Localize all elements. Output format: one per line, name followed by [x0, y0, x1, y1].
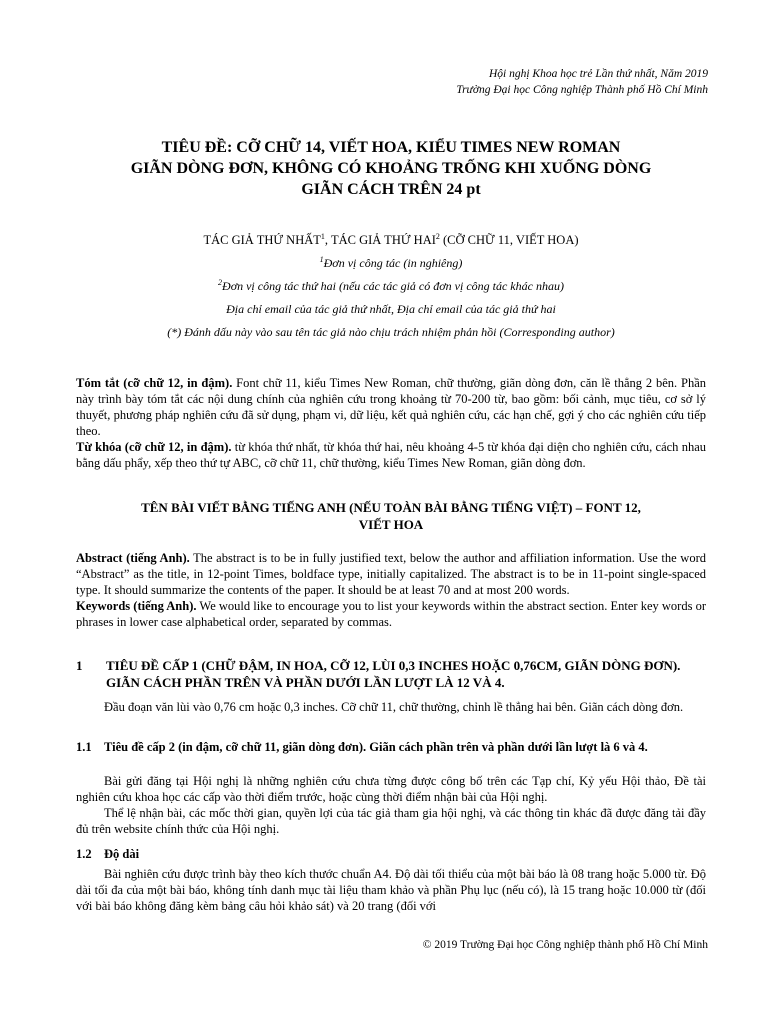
section-1-1-title: Tiêu đề cấp 2 (in đậm, cỡ chữ 11, giãn dòng đơn). Giãn cách phần trên và phần dưới lần lượt là 6 và 4. — [104, 740, 648, 754]
vn-keywords-text: từ khóa thứ nhất, từ khóa thứ hai, nêu khoảng 4-5 từ khóa đại diện cho nghiên cứu, cách nhau bằng dấu phẩy, xếp theo thứ tự ABC, cỡ chữ 11, chữ thường, kiểu Times New Roman, giãn dòng đơn. — [76, 440, 707, 470]
vn-keywords-label: Từ khóa (cỡ chữ 12, in đậm). — [76, 440, 232, 454]
page-footer: © 2019 Trường Đại học Công nghiệp thành phố Hồ Chí Minh — [422, 939, 708, 951]
title-line-1: TIÊU ĐỀ: CỠ CHỮ 14, VIẾT HOA, KIỂU TIMES NEW ROMAN — [161, 139, 621, 156]
vn-abstract-label: Tóm tắt (cỡ chữ 12, in đậm). — [76, 376, 233, 390]
author-emails: Địa chỉ email của tác giả thứ nhất, Địa chỉ email của tác giả thứ hai — [226, 302, 556, 316]
vn-abstract-text: Font chữ 11, kiểu Times New Roman, chữ thường, giãn dòng đơn, căn lề thẳng 2 bên. Phần này trình bày tóm tắt các nội dung chính của nghiên cứu trong khoảng từ 70-200 từ, bao gồm: bối cảnh, mục tiêu, cơ sở lý thuyết, phương pháp nghiên cứu đã sử dụng, phạm vi, dữ liệu, kết quả nghiên cứu, các hạn chế, gợi ý cho các nghiên cứu tiếp theo. — [76, 376, 707, 438]
affiliation-2 — [76, 275, 706, 298]
section-1-2-body — [76, 866, 706, 914]
english-title — [76, 499, 706, 533]
vn-abstract — [76, 375, 706, 471]
paper-title — [76, 137, 706, 200]
author-note: (CỠ CHỮ 11, VIẾT HOA) — [439, 233, 579, 247]
corresponding-note: (*) Đánh dấu này vào sau tên tác giả nào chịu trách nhiệm phản hồi (Corresponding author) — [167, 325, 615, 339]
affiliation-1-text: Đơn vị công tác (in nghiêng) — [323, 256, 463, 270]
en-keywords-label: Keywords (tiếng Anh). — [76, 599, 197, 613]
en-keywords-para — [76, 598, 706, 630]
section-1-1-number: 1.1 — [76, 740, 92, 754]
section-1-body — [76, 699, 706, 715]
header-university: Trường Đại học Công nghiệp Thành phố Hồ Chí Minh — [456, 84, 708, 96]
vn-abstract-para — [76, 375, 706, 439]
en-abstract — [76, 550, 706, 630]
header-conference: Hội nghị Khoa học trẻ Lần thứ nhất, Năm 2019 — [488, 68, 708, 80]
section-1-1-paragraph-1: Bài gửi đăng tại Hội nghị là những nghiên cứu chưa từng được công bố trên các Tạp chí, Kỷ yếu Hội thảo, Đề tài nghiên cứu khoa học các cấp vào thời điểm trước, hoặc cùng thời điểm nhận bài của Hội nghị. — [76, 774, 706, 804]
author-sep: , — [324, 233, 331, 247]
section-1-2-number: 1.2 — [76, 847, 92, 861]
section-1-paragraph: Đầu đoạn văn lùi vào 0,76 cm hoặc 0,3 inches. Cỡ chữ 11, chữ thường, chỉnh lề thẳng hai bên. Giãn cách dòng đơn. — [104, 700, 684, 714]
section-1-number: 1 — [76, 658, 83, 673]
title-line-2: GIÃN DÒNG ĐƠN, KHÔNG CÓ KHOẢNG TRỐNG KHI XUỐNG DÒNG — [130, 160, 652, 177]
author-1: TÁC GIẢ THỨ NHẤT — [203, 233, 321, 247]
section-1-1-body — [76, 773, 706, 837]
en-abstract-para — [76, 550, 706, 598]
author-1-sup: 1 — [320, 231, 325, 241]
author-names — [76, 229, 706, 252]
affiliation-2-sup: 2 — [218, 278, 223, 287]
section-1-1-paragraph-2: Thể lệ nhận bài, các mốc thời gian, quyền lợi của tác giả tham gia hội nghị, và các thông tin khác đã được đăng tải đầy đủ trên website chính thức của Hội nghị. — [76, 806, 706, 836]
en-keywords-text: We would like to encourage you to list your keywords within the abstract section. Enter key words or phrases in lower case alphabetical order, separated by commas. — [76, 599, 706, 629]
affiliation-2-text: Đơn vị công tác thứ hai (nếu các tác giả có đơn vị công tác khác nhau) — [222, 279, 564, 293]
affiliation-1-sup: 1 — [319, 255, 324, 264]
section-1-2-title: Độ dài — [104, 847, 140, 861]
en-abstract-label: Abstract (tiếng Anh). — [76, 551, 190, 565]
vn-keywords-para — [76, 439, 706, 471]
author-2: TÁC GIẢ THỨ HAI — [330, 233, 436, 247]
english-title-line-2: VIẾT HOA — [358, 517, 424, 532]
en-abstract-text: The abstract is to be in fully justified text, below the author and affiliation information. Use the word “Abstract” as the title, in 12-point Times, boldface type, initially capitalized. The abstract is to be in 11-point single-spaced type. It should summarize the contents of the paper. It should be at least 70 and at most 200 words. — [76, 551, 706, 597]
title-line-3: GIÃN CÁCH TRÊN 24 pt — [301, 181, 481, 198]
section-1-heading — [76, 657, 706, 691]
author-block — [76, 229, 706, 344]
english-title-line-1: TÊN BÀI VIẾT BẰNG TIẾNG ANH (NẾU TOÀN BÀI BẰNG TIẾNG VIỆT) – FONT 12, — [141, 500, 641, 515]
section-1-1-heading — [76, 739, 706, 755]
author-2-sup: 2 — [435, 231, 440, 241]
affiliation-1 — [76, 252, 706, 275]
section-1-2-paragraph: Bài nghiên cứu được trình bày theo kích thước chuẩn A4. Độ dài tối thiểu của một bài báo là 08 trang hoặc 5.000 từ. Độ dài tối đa của một bài báo, không tính danh mục tài liệu tham khảo và phần Phụ lục (nếu có), là 15 trang hoặc 10.000 từ (đối với bài báo không đăng kèm bảng câu hỏi khảo sát) và 20 trang (đối với — [76, 867, 706, 913]
section-1-title: TIÊU ĐỀ CẤP 1 (CHỮ ĐẬM, IN HOA, CỠ 12, LÙI 0,3 INCHES HOẶC 0,76CM, GIÃN DÒNG ĐƠN). GIÃN CÁCH PHẦN TRÊN VÀ PHẦN DƯỚI LẦN LƯỢT LÀ 12 VÀ 4. — [106, 658, 681, 690]
section-1-2-heading — [76, 846, 706, 862]
running-header — [456, 66, 708, 98]
